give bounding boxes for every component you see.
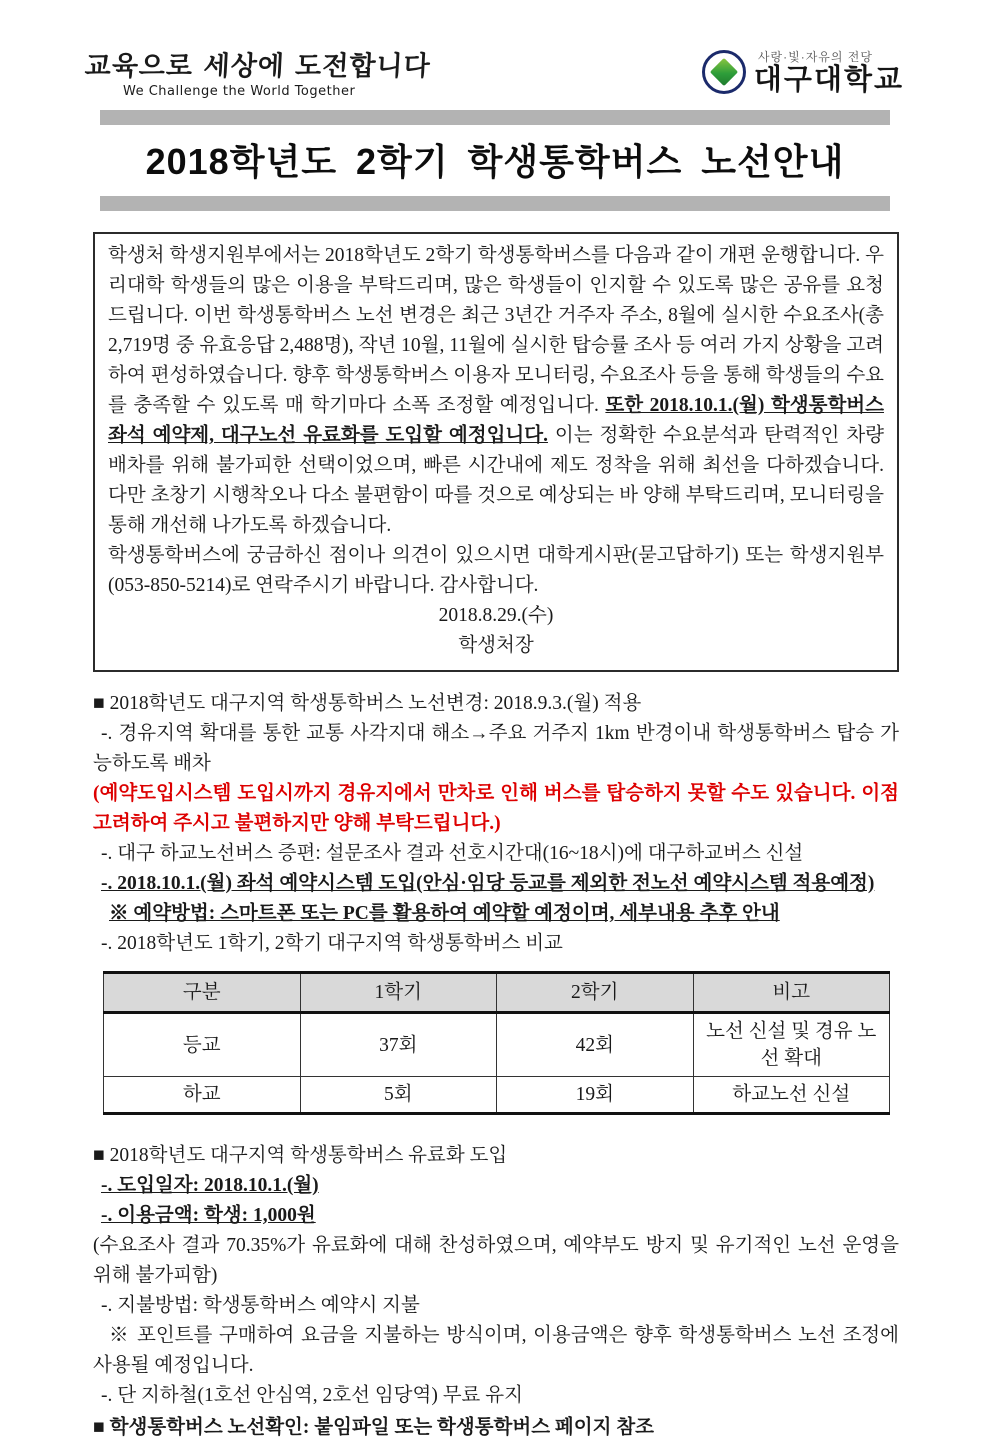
university-motto: 사랑·빛·자유의 전당: [757, 50, 873, 64]
page-header: [0, 0, 992, 110]
table-header-semester1: 1학기: [300, 973, 497, 1013]
section2-item-payment-method: -. 지불방법: 학생통학버스 예약시 지불: [101, 1295, 420, 1316]
table-cell: 42회: [497, 1013, 694, 1077]
section2-note-points: ※ 포인트를 구매하여 요금을 지불하는 방식이며, 이용금액은 향후 학생통학버스 노선 조정에 사용될 예정입니다.: [93, 1325, 899, 1376]
section2-item-fee: -. 이용금액: 학생: 1,000원: [101, 1205, 316, 1226]
table-header-row: [104, 973, 890, 1013]
section2-note-survey: (수요조사 결과 70.35%가 유료화에 대해 찬성하였으며, 예약부도 방지 및 유기적인 노선 운영을 위해 불가피함): [93, 1235, 899, 1286]
slogan-logo: [85, 44, 431, 99]
notice-paragraph-1: [108, 241, 884, 541]
table-row-from-school: [104, 1077, 890, 1114]
table-row-to-school: [104, 1013, 890, 1077]
title-block: [100, 110, 890, 211]
university-logo: [702, 48, 904, 95]
table-body: [104, 1013, 890, 1114]
notice-date: 2018.8.29.(수): [438, 605, 554, 626]
section1-item-coverage: -. 경유지역 확대를 통한 교통 사각지대 해소→주요 거주지 1km 반경이내 학생통학버스 탑승 가능하도록 배차: [93, 723, 899, 774]
notice-paragraph-1-emphasis: 또한 2018.10.1.(월) 학생통학버스 좌석 예약제, 대구노선 유료화를 도입할 예정입니다.: [108, 395, 884, 446]
page-title: 2018학년도 2학기 학생통학버스 노선안내: [145, 141, 845, 182]
notice-paragraph-2: 학생통학버스에 궁금하신 점이나 의견이 있으시면 대학게시판(묻고답하기) 또는 학생지원부 (053-850-5214)로 연락주시기 바랍니다. 감사합니다.: [108, 545, 884, 596]
notice-box: [93, 232, 899, 672]
table-cell: 노선 신설 및 경유 노선 확대: [693, 1013, 890, 1077]
section2-item-subway-free: -. 단 지하철(1호선 안심역, 2호선 임당역) 무료 유지: [101, 1385, 523, 1406]
table-head: [104, 973, 890, 1013]
section1-item-reservation-system: -. 2018.10.1.(월) 좌석 예약시스템 도입(안심·임당 등교를 제외한 전노선 예약시스템 적용예정): [101, 873, 875, 894]
section-route-change: [93, 689, 899, 1115]
section1-item-reservation-method: ※ 예약방법: 스마트폰 또는 PC를 활용하여 예약할 예정이며, 세부내용 추후 안내: [109, 903, 780, 924]
section-paid-service: [93, 1141, 899, 1411]
emblem-diamond-icon: [710, 57, 738, 85]
section1-item-extra-bus: -. 대구 하교노선버스 증편: 설문조사 결과 선호시간대(16~18시)에 대구하교버스 신설: [101, 843, 804, 864]
table-cell: 하교: [104, 1077, 301, 1114]
title-bar-top: [100, 110, 890, 125]
section3-heading: ■ 학생통학버스 노선확인: 붙임파일 또는 학생통학버스 페이지 참조: [93, 1417, 654, 1438]
table-cell: 19회: [497, 1077, 694, 1114]
table-header-remark: 비고: [693, 973, 890, 1013]
title-bar-bottom: [100, 196, 890, 211]
section2-item-start-date: -. 도입일자: 2018.10.1.(월): [101, 1175, 319, 1196]
table-cell: 5회: [300, 1077, 497, 1114]
section2-heading: ■ 2018학년도 대구지역 학생통학버스 유료화 도입: [93, 1145, 508, 1166]
notice-paragraph-1-tail: 이는 정확한 수요분석과 탄력적인 차량 배차를 위해 불가피한 선택이었으며, 빠른 시간내에 제도 정착을 위해 최선을 다하겠습니다. 다만 초창기 시행착오나 다소 불편함이 따를 것으로 예상되는 바 양해 부탁드리며, 모니터링을 통해 개선해 나가도록 하겠습니다.: [108, 425, 884, 536]
notice-paragraph-1-lead: 학생처 학생지원부에서는 2018학년도 2학기 학생통학버스를 다음과 같이 개편 운행합니다. 우리대학 학생들의 많은 이용을 부탁드리며, 많은 학생들이 인지할 수 있도록 많은 공유를 요청 드립니다. 이번 학생통학버스 노선 변경은 최근 3년간 거주자 주소, 8월에 실시한 수요조사(총2,719명 중 유효응답 2,488명), 작년 10월, 11월에 실시한 탑승률 조사 등 여러 가지 상황을 고려하여 편성하였습니다. 향후 학생통학버스 이용자 모니터링, 수요조사 등을 통해 학생들의 수요를 충족할 수 있도록 매 학기마다 소폭 조정할 예정입니다.: [108, 245, 884, 416]
section-route-check: [93, 1413, 899, 1443]
section1-item-comparison: -. 2018학년도 1학기, 2학기 대구지역 학생통학버스 비교: [101, 933, 563, 954]
table-header-semester2: 2학기: [497, 973, 694, 1013]
slogan-korean: 교육으로 세상에 도전합니다: [84, 51, 432, 82]
university-logo-text: [754, 48, 904, 95]
reservation-warning-text: (예약도입시스템 도입시까지 경유지에서 만차로 인해 버스를 탑승하지 못할 수도 있습니다. 이점 고려하여 주시고 불편하지만 양해 부탁드립니다.): [93, 783, 899, 834]
semester-comparison-table: [103, 971, 890, 1115]
table-cell: 37회: [300, 1013, 497, 1077]
notice-signature: 학생처장: [458, 635, 534, 656]
table-cell: 하교노선 신설: [693, 1077, 890, 1114]
table-header-category: 구분: [104, 973, 301, 1013]
slogan-english: We Challenge the World Together: [123, 84, 356, 99]
university-name: 대구대학교: [753, 64, 904, 96]
university-emblem-icon: [702, 50, 746, 94]
table-cell: 등교: [104, 1013, 301, 1077]
section1-heading: ■ 2018학년도 대구지역 학생통학버스 노선변경: 2018.9.3.(월) 적용: [93, 693, 642, 714]
